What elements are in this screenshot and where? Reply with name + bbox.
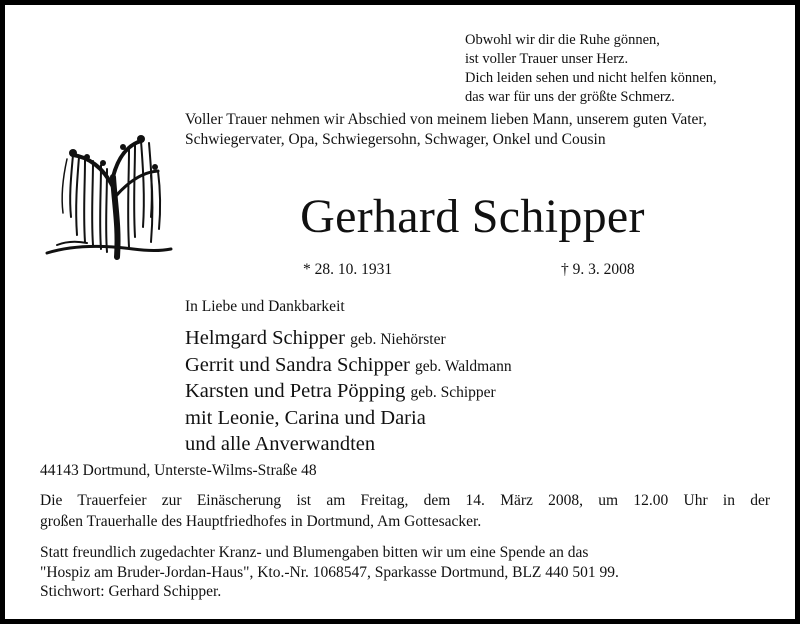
mourners-list: [185, 326, 512, 459]
ceremony-details: [40, 490, 770, 532]
mourner-note: geb. Schipper: [410, 384, 496, 401]
ceremony-line: großen Trauerhalle des Hauptfriedhofes in Dortmund, Am Gottesacker.: [40, 513, 482, 530]
donation-line: Statt freundlich zugedachter Kranz- und Blumengaben bitten wir um eine Spende an das: [40, 544, 589, 561]
poem-line: das war für uns der größte Schmerz.: [465, 89, 675, 105]
mourner-note: geb. Waldmann: [415, 357, 512, 375]
mourner-name: und alle Anverwandten: [185, 433, 376, 455]
poem: [465, 31, 785, 107]
ceremony-line: Die Trauerfeier zur Einäscherung ist am Freitag, dem 14. März 2008, um 12.00 Uhr in der: [40, 492, 770, 509]
thanks-line: In Liebe und Dankbarkeit: [185, 298, 345, 315]
donation-line: "Hospiz am Bruder-Jordan-Haus", Kto.-Nr. 1068547, Sparkasse Dortmund, BLZ 440 501 99.: [40, 563, 619, 581]
deceased-name: Gerhard Schipper: [300, 190, 645, 243]
family-address: 44143 Dortmund, Unterste-Wilms-Straße 48: [40, 462, 317, 479]
death-date: † 9. 3. 2008: [561, 261, 635, 278]
mourner-row: [185, 406, 512, 433]
mourner-note: geb. Niehörster: [350, 331, 446, 348]
mourner-name: mit Leonie, Carina und Daria: [185, 406, 426, 429]
mourner-name: Helmgard Schipper: [185, 327, 345, 349]
mourner-row: [185, 379, 512, 406]
mourner-row: [185, 326, 512, 353]
donation-request: [40, 543, 780, 602]
intro-text: Voller Trauer nehmen wir Abschied von meinem lieben Mann, unserem guten Vater, Schwiegervater, Opa, Schwiegersohn, Schwager, Onkel und Cousin: [185, 111, 707, 148]
mourner-name: Karsten und Petra Pöpping: [185, 380, 406, 402]
donation-line: Stichwort: Gerhard Schipper.: [40, 583, 222, 600]
mourner-row: [185, 432, 512, 459]
willow-tree-icon: [43, 117, 175, 265]
poem-line: Obwohl wir dir die Ruhe gönnen,: [465, 32, 660, 48]
poem-line: Dich leiden sehen und nicht helfen können,: [465, 70, 717, 86]
poem-line: ist voller Trauer unser Herz.: [465, 51, 629, 67]
birth-date: * 28. 10. 1931: [303, 261, 393, 278]
mourner-row: [185, 353, 512, 380]
mourner-name: Gerrit und Sandra Schipper: [185, 353, 410, 376]
